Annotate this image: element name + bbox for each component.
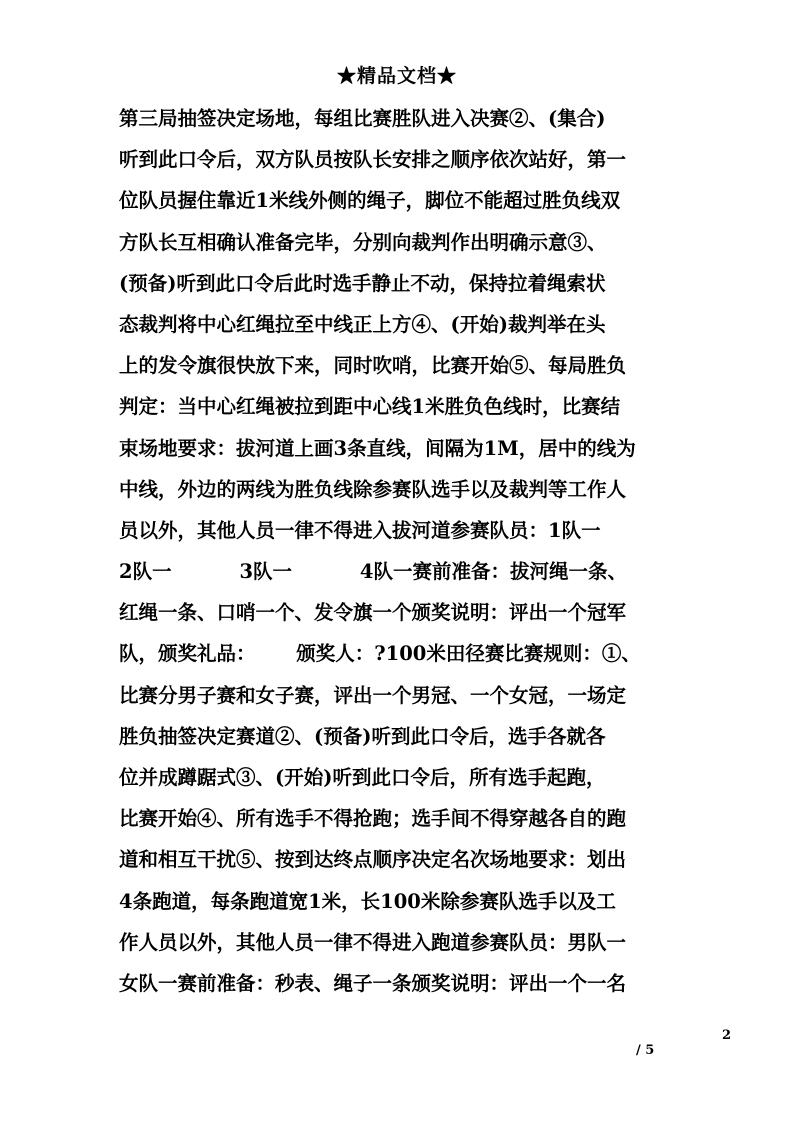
text-line: 位并成蹲踞式③、(开始)听到此口令后，所有选手起跑， xyxy=(119,766,606,789)
text-line: 方队长互相确认准备完毕，分别向裁判作出明确示意③、 xyxy=(119,230,607,254)
page-count: / 5 xyxy=(636,1043,655,1058)
text-line: (预备)听到此口令后此时选手静止不动，保持拉着绳索状 xyxy=(119,271,606,295)
text-line: 2队一 3队一 4队一赛前准备：拔河绳一条、 xyxy=(119,560,627,584)
text-line: 第三局抽签决定场地，每组比赛胜队进入决赛②、(集合) xyxy=(119,107,606,130)
text-line: 判定：当中心红绳被拉到距中心线1米胜负色线时，比赛结 xyxy=(119,395,621,419)
text-line: 位队员握住靠近1米线外侧的绳子，脚位不能超过胜负线双 xyxy=(119,189,621,213)
document-header-title: ★精品文档★ xyxy=(336,65,457,87)
text-line: 红绳一条、口哨一个、发令旗一个颁奖说明：评出一个冠军 xyxy=(119,601,627,625)
text-line: 中线，外边的两线为胜负线除参赛队选手以及裁判等工作人 xyxy=(119,477,627,501)
text-line: 态裁判将中心红绳拉至中线正上方④、(开始)裁判举在头 xyxy=(119,312,606,336)
text-line: 听到此口令后，双方队员按队长安排之顺序依次站好，第一 xyxy=(119,148,627,172)
text-line: 上的发令旗很快放下来，同时吹哨，比赛开始⑤、每局胜负 xyxy=(119,354,627,378)
text-line: 比赛分男子赛和女子赛，评出一个男冠、一个女冠，一场定 xyxy=(119,683,627,707)
text-line: 4条跑道，每条跑道宽1米，长100米除参赛队选手以及工 xyxy=(119,889,616,913)
text-line: 作人员以外，其他人员一律不得进入跑道参赛队员：男队一 xyxy=(119,930,627,954)
text-line: 队，颁奖礼品： 颁奖人：?100米田径赛比赛规则：①、 xyxy=(119,642,641,666)
text-line: 比赛开始④、所有选手不得抢跑；选手间不得穿越各自的跑 xyxy=(119,807,627,831)
page-number: 2 xyxy=(722,1028,732,1043)
text-line: 胜负抽签决定赛道②、(预备)听到此口令后，选手各就各 xyxy=(119,724,606,748)
text-line: 员以外，其他人员一律不得进入拔河道参赛队员：1队一 xyxy=(119,518,601,542)
document-body xyxy=(119,98,689,1004)
text-line: 束场地要求：拔河道上画3条直线，间隔为1M，居中的线为 xyxy=(119,436,636,460)
text-line: 道和相互干扰⑤、按到达终点顺序决定名次场地要求：划出 xyxy=(119,848,627,872)
text-line: 女队一赛前准备：秒表、绳子一条颁奖说明：评出一个一名 xyxy=(119,971,627,995)
